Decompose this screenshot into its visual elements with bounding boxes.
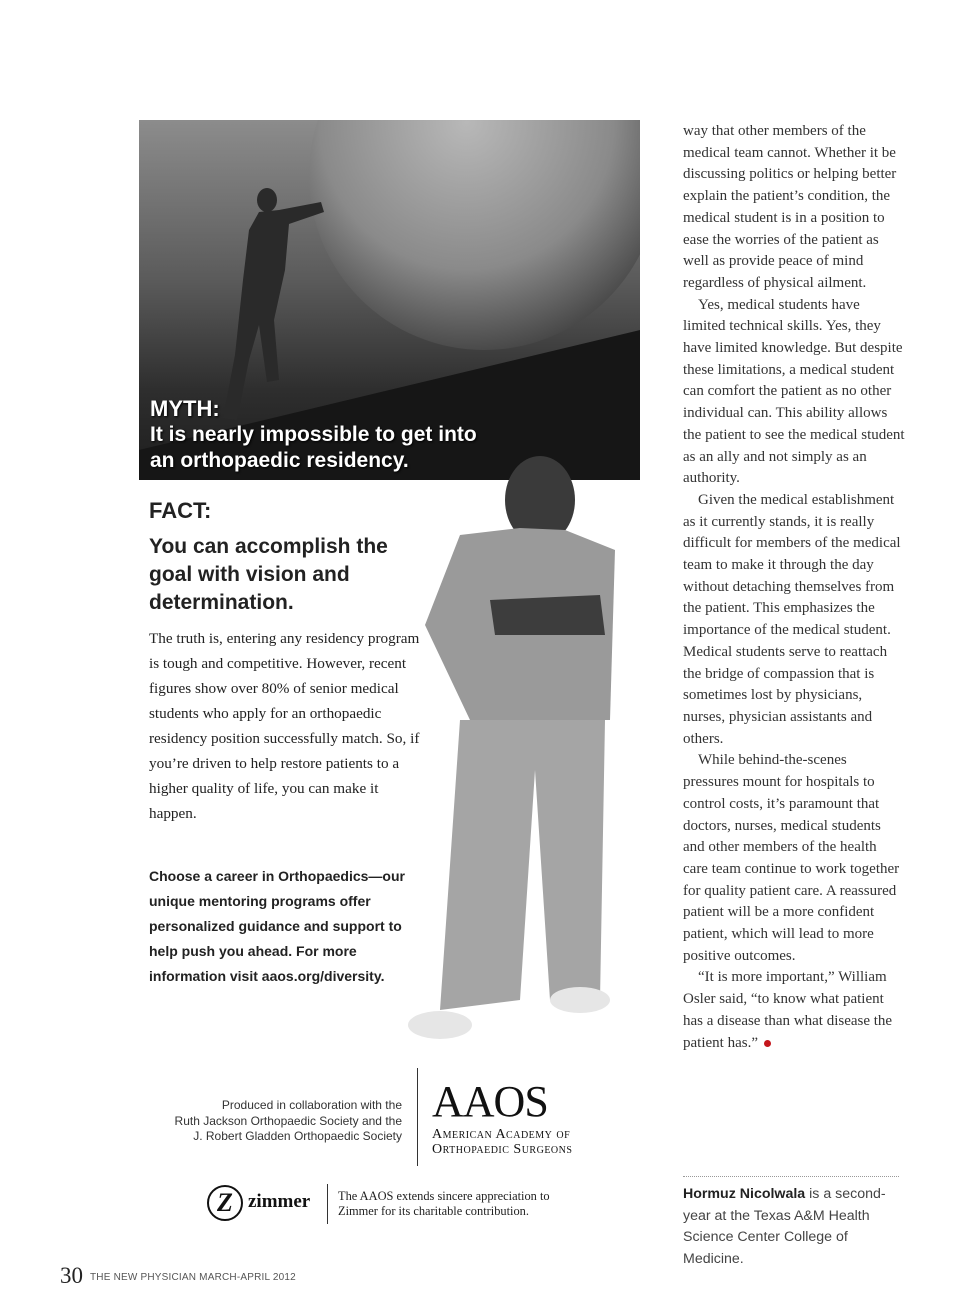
article-paragraph: way that other members of the medical team cannot. Whether it be discussing politics or helping better explain the patient’s condition, the medical student is in a position to ease the worries of the patient as well as provide peace of mind regardless of physical ailment. bbox=[683, 123, 897, 291]
fact-headline: You can accomplish the goal with vision and determination. bbox=[149, 535, 388, 614]
zimmer-divider bbox=[327, 1184, 328, 1224]
magazine-issue: THE NEW PHYSICIAN MARCH-APRIL 2012 bbox=[90, 1272, 296, 1283]
crossed-arms bbox=[490, 595, 605, 635]
credit-divider bbox=[417, 1068, 418, 1166]
ad-photo-sisyphus bbox=[139, 120, 640, 480]
right-shoe bbox=[550, 987, 610, 1013]
collaboration-credit bbox=[150, 1098, 402, 1145]
left-shoe bbox=[408, 1011, 472, 1039]
credit-line: J. Robert Gladden Orthopaedic Society bbox=[193, 1129, 402, 1143]
article-paragraph: Yes, medical students have limited technical skills. Yes, they have limited knowledge. But despite these limitations, a medical student can comfort the patient as no other individual can. This ability allows the patient to see the medical student as an ally and not simply as an authority. bbox=[683, 296, 905, 487]
author-name: Hormuz Nicolwala bbox=[683, 1186, 806, 1202]
doctor-photo bbox=[400, 440, 640, 1050]
zimmer-acknowledgement: The AAOS extends sincere appreciation to Zimmer for its charitable contribution. bbox=[338, 1189, 550, 1218]
scrub-pants bbox=[440, 720, 605, 1010]
end-mark-icon bbox=[764, 1040, 771, 1047]
closing-quote: “It is more important,” William Osler said, “to know what patient has a disease than what disease the patient has.” bbox=[683, 969, 893, 1051]
credit-line: Ruth Jackson Orthopaedic Society and the bbox=[174, 1113, 402, 1128]
fact-label: FACT: bbox=[149, 498, 212, 523]
zimmer-wordmark: zimmer bbox=[248, 1191, 311, 1212]
author-bio bbox=[683, 1184, 905, 1270]
aaos-full-name bbox=[432, 1127, 632, 1157]
credit-line: Produced in collaboration with the bbox=[221, 1098, 402, 1112]
article-column bbox=[683, 121, 905, 1054]
call-to-action: Choose a career in Orthopaedics—our unique mentoring programs offer personalized guidance and support to help push you ahead. For more information visit aaos.org/diversity. bbox=[149, 868, 405, 984]
aaos-name-line: Orthopaedic Surgeons bbox=[432, 1142, 573, 1157]
article-paragraph-last bbox=[683, 967, 905, 1054]
bio-divider bbox=[683, 1176, 899, 1177]
zimmer-logo-icon: Z bbox=[207, 1185, 243, 1221]
author-description: is a second-year at the Texas A&M Health Science Center College of Medicine. bbox=[683, 1186, 886, 1267]
aaos-logo: AAOS bbox=[432, 1077, 548, 1126]
myth-text: It is nearly impossible to get into an orthopaedic residency. bbox=[150, 423, 477, 472]
article-paragraph: While behind-the-scenes pressures mount for hospitals to control costs, it’s paramount that doctors, nurses, medical students and other members of the health care team continue to work together for quality patient care. A reassured patient will be a more confident patient, which will lead to more positive outcomes. bbox=[683, 752, 900, 964]
aaos-name-line: American Academy of bbox=[432, 1127, 571, 1142]
article-paragraph: Given the medical establishment as it currently stands, it is really difficult for members of the medical team to make it through the day without detaching themselves from the patient. This emphasizes the importance of the medical student. Medical students serve to reattach the bridge of compassion that is sometimes lost by physicians, nurses, physician assistants and others. bbox=[683, 491, 901, 747]
fact-body: The truth is, entering any residency program is tough and competitive. However, recent figures show over 80% of senior medical students who apply for an orthopaedic residency position successfully match. So, if you’re driven to help restore patients to a higher quality of life, you can make it happen. bbox=[149, 630, 420, 822]
boulder bbox=[309, 120, 640, 350]
myth-label: MYTH: bbox=[150, 396, 220, 421]
pushing-figure bbox=[223, 188, 324, 420]
page-number: 30 bbox=[60, 1263, 83, 1288]
